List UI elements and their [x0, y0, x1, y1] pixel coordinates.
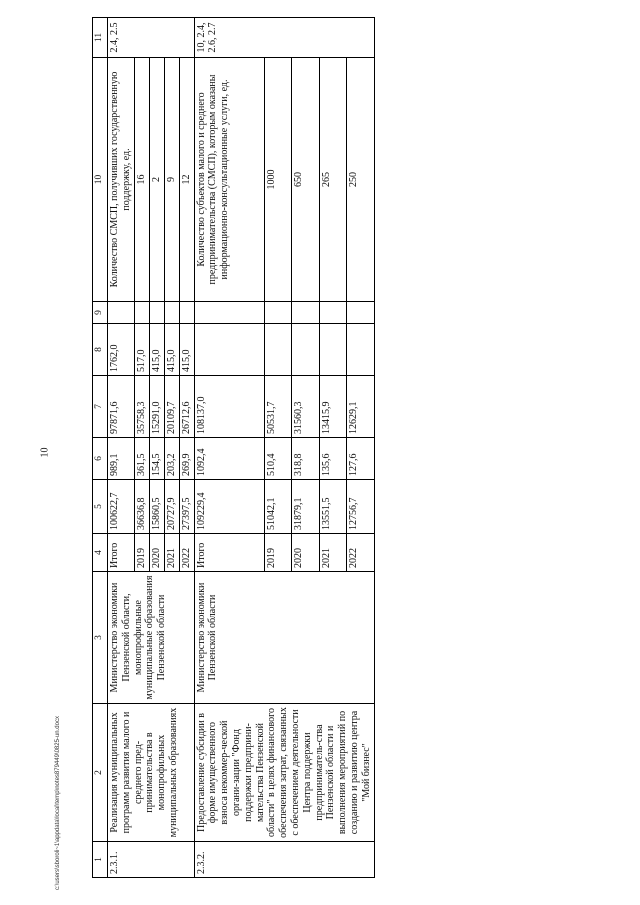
total-label: Итого: [194, 534, 264, 572]
header-cell: 9: [93, 302, 108, 324]
links: 10, 2.4, 2.6, 2.7: [194, 18, 374, 58]
cell-federal: 26712,6: [179, 376, 194, 438]
header-cell: 4: [93, 534, 108, 572]
cell-local: [319, 324, 346, 376]
header-cell: 11: [93, 18, 108, 58]
cell-extra: [319, 302, 346, 324]
cell-extra: [164, 302, 179, 324]
cell-local: 415,0: [149, 324, 164, 376]
indicator-value: 1000: [264, 58, 291, 302]
indicator-text: Количество СМСП, получивших государственную поддержку, ед.: [108, 58, 135, 302]
header-cell: 10: [93, 58, 108, 302]
cell-regional: 154,5: [149, 438, 164, 480]
cell-total: 51042,1: [264, 480, 291, 534]
year: 2022: [179, 534, 194, 572]
item-number: 2.3.1.: [108, 842, 195, 878]
year: 2019: [264, 534, 291, 572]
cell-regional: 361,5: [134, 438, 149, 480]
cell-total: 36636,8: [134, 480, 149, 534]
cell-federal: 108137,0: [194, 376, 264, 438]
cell-total: 31879,1: [292, 480, 319, 534]
year: 2020: [292, 534, 319, 572]
indicator-value: 2: [149, 58, 164, 302]
indicator-value: 16: [134, 58, 149, 302]
indicator-value: 250: [347, 58, 374, 302]
cell-extra: [194, 302, 264, 324]
indicator-value: 12: [179, 58, 194, 302]
cell-regional: 203,2: [164, 438, 179, 480]
table-row: [108, 18, 135, 878]
indicator-value: 650: [292, 58, 319, 302]
cell-local: [347, 324, 374, 376]
cell-federal: 97871,6: [108, 376, 135, 438]
cell-federal: 12629,1: [347, 376, 374, 438]
header-cell: 2: [93, 704, 108, 842]
cell-federal: 15291,0: [149, 376, 164, 438]
cell-total: 100622,7: [108, 480, 135, 534]
header-cell: 8: [93, 324, 108, 376]
cell-local: 415,0: [164, 324, 179, 376]
cell-regional: 510,4: [264, 438, 291, 480]
cell-federal: 50531,7: [264, 376, 291, 438]
year: 2020: [149, 534, 164, 572]
cell-regional: 1092,4: [194, 438, 264, 480]
indicator-value: 9: [164, 58, 179, 302]
year: 2022: [347, 534, 374, 572]
cell-regional: 989,1: [108, 438, 135, 480]
cell-federal: 20109,7: [164, 376, 179, 438]
year: 2019: [134, 534, 149, 572]
cell-local: 415,0: [179, 324, 194, 376]
item-executor: Министерство экономики Пензенской области, монопрофильные муниципальные образования Пензенской области: [108, 572, 195, 704]
measures-table: [92, 17, 375, 878]
cell-local: [292, 324, 319, 376]
file-path: c:\users\sboroli~1\appdata\local\temp\notes879449\0825-un.docx: [55, 716, 61, 890]
item-number: 2.3.2.: [194, 842, 374, 878]
cell-extra: [347, 302, 374, 324]
year: 2021: [319, 534, 346, 572]
header-cell: 7: [93, 376, 108, 438]
cell-local: 517,0: [134, 324, 149, 376]
cell-total: 12756,7: [347, 480, 374, 534]
cell-total: 27397,5: [179, 480, 194, 534]
header-cell: 5: [93, 480, 108, 534]
cell-extra: [264, 302, 291, 324]
cell-extra: [149, 302, 164, 324]
header-row: [93, 18, 108, 878]
cell-federal: 35758,3: [134, 376, 149, 438]
cell-total: 109229,4: [194, 480, 264, 534]
indicator-value: 265: [319, 58, 346, 302]
cell-local: [264, 324, 291, 376]
total-label: Итого: [108, 534, 135, 572]
cell-total: 13551,5: [319, 480, 346, 534]
item-executor: Министерство экономики Пензенской области: [194, 572, 374, 704]
item-name: Предоставление субсидии в форме имущественного взноса некоммер-ческой органи-зации "Фонд поддержки предприни-мательства Пензенской области" в целях финансового обеспечения затрат, связанных с обеспечением деятельности Центра поддержки предприниматель-ства Пензенской области и выполнения мероприятий по созданию и развитию центра "Мой бизнес": [194, 704, 374, 842]
cell-extra: [134, 302, 149, 324]
cell-total: 20727,9: [164, 480, 179, 534]
indicator-text: Количество субъектов малого и среднего предпринимательства (СМСП), которым оказаны информационно-консультационные услуги, ед.: [194, 58, 264, 302]
cell-regional: 127,6: [347, 438, 374, 480]
cell-extra: [292, 302, 319, 324]
cell-total: 15860,5: [149, 480, 164, 534]
cell-regional: 318,8: [292, 438, 319, 480]
table-row: [194, 18, 264, 878]
cell-regional: 135,6: [319, 438, 346, 480]
rotated-table-container: [92, 18, 612, 878]
cell-federal: 31560,3: [292, 376, 319, 438]
cell-extra: [179, 302, 194, 324]
page-number: 10: [39, 447, 51, 458]
item-name: Реализация муниципальных программ развития малого и среднего пред-принимательства в монопрофильных муниципальных образованиях: [108, 704, 195, 842]
cell-local: 1762,0: [108, 324, 135, 376]
cell-regional: 269,9: [179, 438, 194, 480]
links: 2.4, 2.5: [108, 18, 195, 58]
cell-local: [194, 324, 264, 376]
header-cell: 1: [93, 842, 108, 878]
cell-federal: 13415,9: [319, 376, 346, 438]
header-cell: 3: [93, 572, 108, 704]
cell-extra: [108, 302, 135, 324]
year: 2021: [164, 534, 179, 572]
header-cell: 6: [93, 438, 108, 480]
